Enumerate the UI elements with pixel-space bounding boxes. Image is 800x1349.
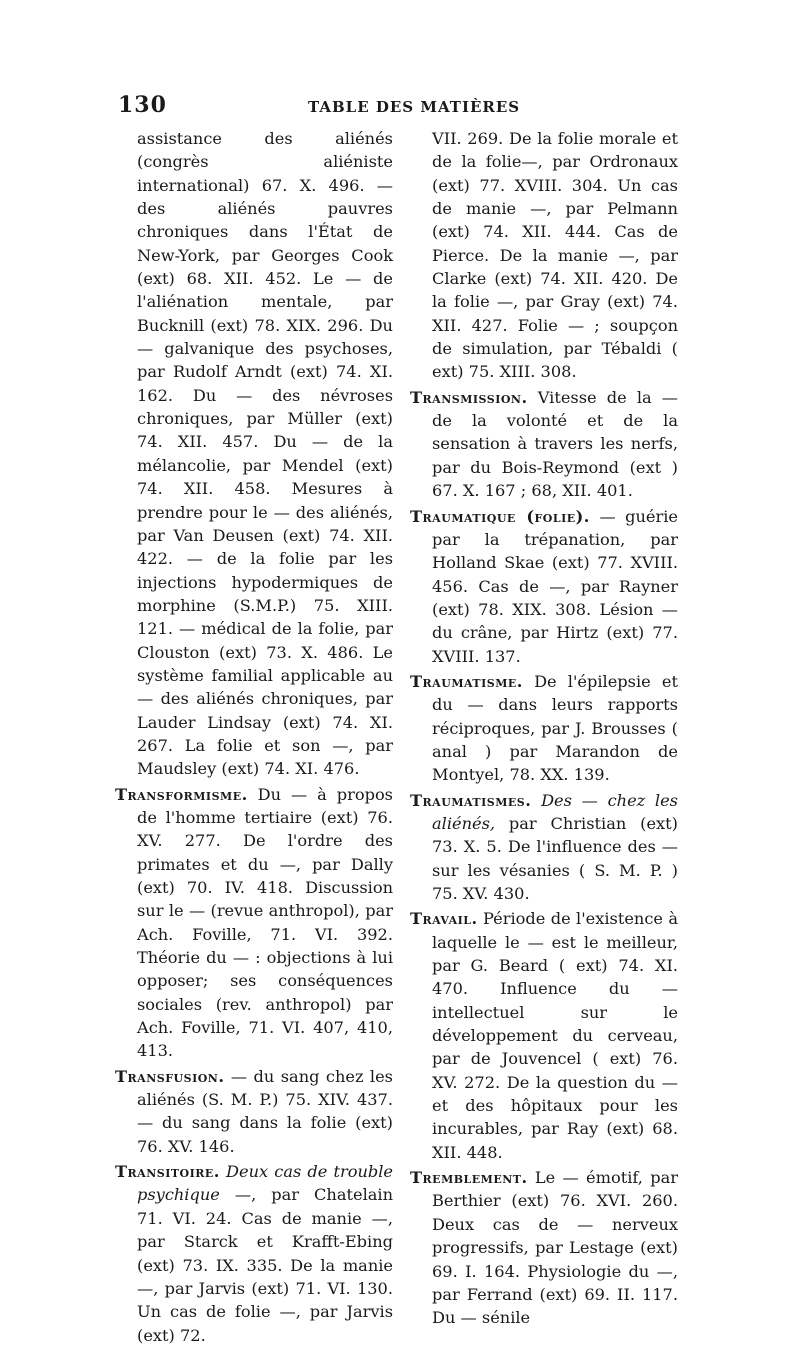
left-column — [115, 127, 393, 1349]
entry-heading: Travail. — [410, 909, 478, 929]
entry-text: —, par Chatelain 71. VI. 24. Cas de manie —, par Starck et Krafft-Ebing (ext) 73. IX. 335. De la manie —, par Jarvis (ext) 71. VI. 130. Un cas de folie —, par Jarvis (ext) 72. — [137, 1185, 393, 1345]
continued-entry: VII. 269. De la folie morale et de la folie—, par Ordronaux (ext) 77. XVIII. 304. Un cas de manie —, par Pelmann (ext) 74. XII. 444. Cas de Pierce. De la manie —, par Clarke (ext) 74. XII. 420. De la folie —, par Gray (ext) 74. XII. 427. Folie — ; soupçon de simulation, par Tébaldi ( ext) 75. XIII. 308. — [432, 129, 678, 382]
index-entry-transformisme — [115, 783, 393, 1063]
entry-text: — du sang chez les aliénés (S. M. P.) 75. XIV. 437. — du sang dans la folie (ext) 76. XV. 146. — [137, 1066, 393, 1156]
running-title: TABLE DES MATIÈRES — [308, 98, 521, 116]
continued-entry: assistance des aliénés (congrès aliéniste international) 67. X. 496. — des aliénés pauvres chroniques dans l'État de New-York, par Georges Cook (ext) 68. XII. 452. Le — de l'aliénation mentale, par Bucknill (ext) 78. XIX. 296. Du — galvanique des psychoses, par Rudolf Arndt (ext) 74. XI. 162. Du — des névroses chroniques, par Müller (ext) 74. XII. 457. Du — de la mélancolie, par Mendel (ext) 74. XII. 458. Mesures à prendre pour le — des aliénés, par Van Deusen (ext) 74. XII. 422. — de la folie par les injections hypodermiques de morphine (S.M.P.) 75. XIII. 121. — médical de la folie, par Clouston (ext) 73. X. 486. Le système familial applicable au — des aliénés chroniques, par Lauder Lindsay (ext) 74. XI. 267. La folie et son —, par Maudsley (ext) 74. XI. 476. — [137, 129, 393, 779]
entry-heading: Transmission. — [410, 387, 528, 407]
page-number: 130 — [118, 92, 167, 118]
index-entry-traumatismes — [410, 789, 678, 906]
entry-italic-title: Des — chez les aliénés, — [432, 790, 678, 833]
entry-heading: Transformisme. — [115, 784, 248, 804]
entry-heading: Transitoire. — [115, 1162, 220, 1182]
entry-text: Période de l'existence à laquelle le — est le meilleur, par G. Beard ( ext) 74. XI. 470. Influence du — intellectuel sur le développement du cerveau, par de Jouvencel ( ext) 76. XV. 272. De la question du — et des hôpitaux pour les incurables, par Ray (ext) 68. XII. 448. — [432, 909, 678, 1162]
entry-heading: Tremblement. — [410, 1168, 528, 1188]
entry-heading: Traumatique (folie). — [410, 506, 590, 526]
entry-heading: Transfusion. — [115, 1066, 225, 1086]
index-entry-transmission — [410, 386, 678, 503]
index-entry-traumatisme — [410, 670, 678, 787]
entry-text: Le — émotif, par Berthier (ext) 76. XVI. 260. Deux cas de — nerveux progressifs, par Lestage (ext) 69. I. 164. Physiologie du —, par Ferrand (ext) 69. II. 117. Du — sénile — [432, 1168, 678, 1328]
entry-text: par Christian (ext) 73. X. 5. De l'influence des — sur les vésanies ( S. M. P. ) 75. XV. 430. — [432, 813, 678, 903]
entry-italic-title: Deux cas de trouble psychique — [137, 1162, 393, 1205]
entry-heading: Traumatisme. — [410, 671, 523, 691]
index-entry-tremblement — [410, 1166, 678, 1329]
right-column — [410, 127, 678, 1332]
entry-text: De l'épilepsie et du — dans leurs rapports réciproques, par J. Brousses ( anal ) par Marandon de Montyel, 78. XX. 139. — [432, 671, 678, 785]
entry-text: Du — à propos de l'homme tertiaire (ext) 76. XV. 277. De l'ordre des primates et du —, par Dally (ext) 70. IV. 418. Discussion sur le — (revue anthropol), par Ach. Foville, 71. VI. 392. Théorie du — : objections à lui opposer; ses conséquences sociales (rev. anthropol) par Ach. Foville, 71. VI. 407, 410, 413. — [137, 784, 393, 1061]
entry-text: — guérie par la trépanation, par Holland Skae (ext) 77. XVIII. 456. Cas de —, par Rayner (ext) 78. XIX. 308. Lésion — du crâne, par Hirtz (ext) 77. XVIII. 137. — [432, 506, 679, 666]
index-entry-transfusion — [115, 1065, 393, 1158]
entry-heading: Traumatismes. — [410, 790, 532, 810]
index-entry-traumatique — [410, 505, 678, 668]
page-header — [118, 92, 678, 122]
index-entry-transitoire — [115, 1160, 393, 1347]
entry-text: Vitesse de la — de la volonté et de la sensation à travers les nerfs, par du Bois-Reymond (ext ) 67. X. 167 ; 68, XII. 401. — [432, 387, 678, 501]
index-entry-travail — [410, 907, 678, 1164]
